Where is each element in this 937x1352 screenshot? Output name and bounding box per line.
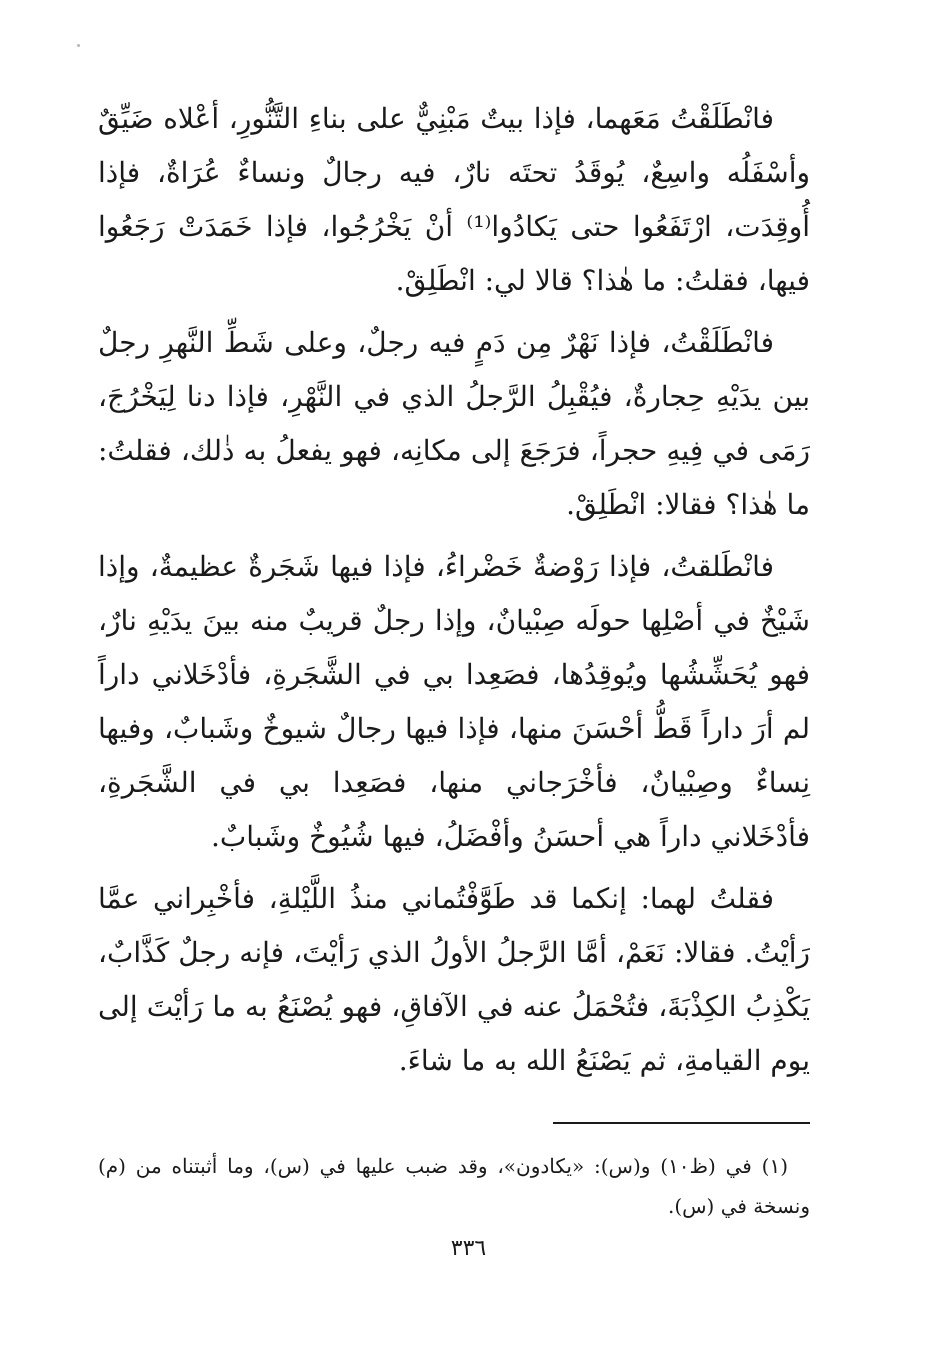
paragraph-4: فقلتُ لهما: إنكما قد طَوَّفْتُماني منذُ اللَّيْلةِ، فأخْبِراني عمَّا رَأيْتُ. فقالا: نَعَمْ، أمَّا الرَّجلُ الأولُ الذي رَأيْتَ، فإنه رجلٌ كَذَّابٌ، يَكْذِبُ الكِذْبَةَ، فتُحْمَلُ عنه في الآفاقِ، فهو يُصْنَعُ به ما رَأيْتَ إلى يوم القيامةِ، ثم يَصْنَعُ الله به ما شاءَ. [98,882,810,1077]
paragraph-3: فانْطَلقتُ، فإذا رَوْضةٌ خَضْراءُ، فإذا فيها شَجَرةٌ عظيمةٌ، وإذا شَيْخٌ في أصْلِها حولَه صِبْيانٌ، وإذا رجلٌ قريبٌ منه بينَ يدَيْهِ نارٌ، فهو يُحَشِّشُها ويُوقِدُها، فصَعِدا بي في الشَّجَرةِ، فأدْخَلاني داراً لم أرَ داراً قَطُّ أحْسَنَ منها، فإذا فيها رجالٌ شيوخٌ وشَبابٌ، وفيها نِساءٌ وصِبْيانٌ، فأخْرَجاني منها، فصَعِدا بي في الشَّجَرةِ، فأدْخَلاني داراً هي أحسَنُ وأفْضَلُ، فيها شُيُوخٌ وشَبابٌ. [98,550,810,853]
scan-speck [77,44,80,47]
paragraph-2: فانْطَلَقْتُ، فإذا نَهْرٌ مِن دَمٍ فيه رجلٌ، وعلى شَطِّ النَّهرِ رجلٌ بين يدَيْهِ حِجارةٌ، فيُقْبِلُ الرَّجلُ الذي في النَّهْرِ، فإذا دنا لِيَخْرُجَ، رَمَى في فِيهِ حجراً، فرَجَعَ إلى مكانِه، فهو يفعلُ به ذٰلك، فقلتُ: ما هٰذا؟ فقالا: انْطَلِقْ. [98,326,810,521]
main-text [98,92,810,1096]
footnote: (١) في (ظ١٠) و(س): «يكادون»، وقد ضبب عليها في (س)، وما أثبتناه من (م) ونسخة في (س). [98,1154,810,1218]
page-number: ٣٣٦ [450,1236,487,1261]
footnote-separator [553,1122,810,1124]
paragraph-1: فانْطَلَقْتُ مَعَهما، فإذا بيتٌ مَبْنِيٌّ على بناءِ التَّنُّورِ، أعْلاه ضَيِّقٌ وأسْفَلُه واسِعٌ، يُوقَدُ تحتَه نارٌ، فيه رجالٌ ونساءٌ عُرَاةٌ، فإذا أُوقِدَت، ارْتَفَعُوا حتى يَكادُوا⁽¹⁾ أنْ يَخْرُجُوا، فإذا خَمَدَتْ رَجَعُوا فيها، فقلتُ: ما هٰذا؟ قالا لي: انْطَلِقْ. [98,102,810,297]
